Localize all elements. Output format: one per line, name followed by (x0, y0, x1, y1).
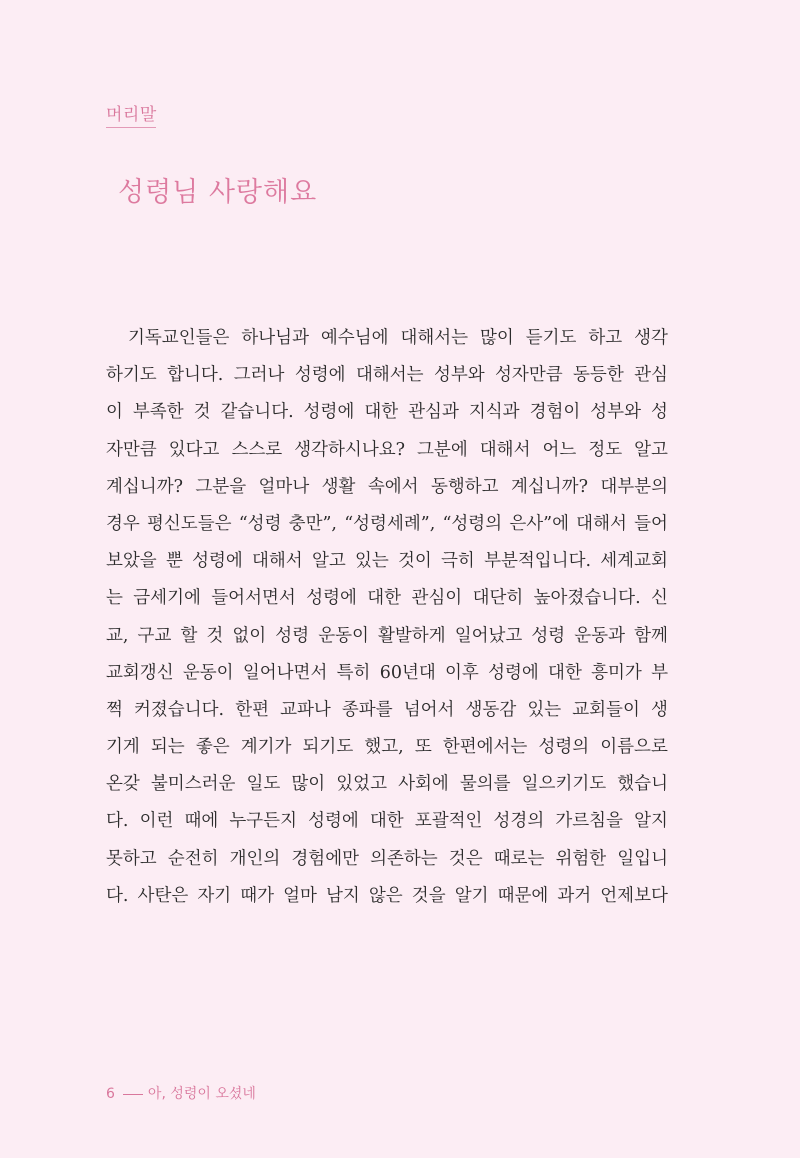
word: 성 (650, 402, 668, 423)
word: 사회에 (398, 774, 449, 795)
text-line (106, 580, 668, 617)
text-line (106, 543, 668, 580)
word: 남지 (326, 885, 366, 906)
word: 성령에 (303, 402, 355, 423)
word: 되기도 (302, 737, 354, 758)
word: 다. (106, 885, 135, 906)
word: 알지 (634, 811, 668, 832)
word: 보았을 (106, 551, 157, 572)
text-line (106, 655, 668, 692)
word: 60년대 (379, 662, 436, 683)
word: 생 (650, 699, 668, 720)
word: 부족한 (132, 402, 184, 423)
word: 있었고 (336, 774, 387, 795)
word: 언제보다 (600, 885, 668, 906)
word: 성령에 (488, 662, 539, 683)
word: 있는 (354, 551, 389, 572)
word: 동행하고 (430, 476, 499, 497)
word: 때가 (240, 885, 280, 906)
word: 뿐 (165, 551, 183, 572)
word: 높아졌습니다. (533, 588, 641, 609)
word: 동등한 (573, 365, 624, 386)
word: 의존하는 (370, 848, 438, 869)
word: 순전히 (167, 848, 219, 869)
word: “성령 (238, 513, 282, 534)
word: 평신도들은 (147, 513, 232, 534)
word: 커졌습니다. (134, 699, 225, 720)
word: 성령에 (192, 551, 243, 572)
word: 대해서 (252, 551, 303, 572)
word: 때로는 (493, 848, 545, 869)
word: 하고 (588, 328, 623, 348)
word: 교회들이 (572, 699, 640, 720)
word: 못하고 (106, 848, 157, 869)
word: 한편 (235, 699, 269, 720)
running-title: 아, 성령이 오셨네 (147, 1086, 256, 1102)
word: 성부와 (433, 365, 485, 386)
page-title: 성령님 사랑해요 (118, 177, 318, 208)
word: 것은 (448, 848, 483, 869)
word: 대한 (367, 588, 402, 609)
word: 세계교회 (600, 551, 668, 572)
text-line (106, 394, 668, 431)
text-line (106, 729, 668, 766)
word: 대부분의 (600, 476, 668, 497)
word: “성령의 (442, 513, 503, 534)
text-line (106, 766, 668, 803)
word: 구교 (137, 625, 172, 646)
word: 일어났고 (454, 625, 523, 646)
word: 다. (106, 811, 129, 832)
word: 얼마 (283, 885, 323, 906)
word: 교, (106, 625, 129, 646)
word: 자만큼 (106, 439, 157, 460)
word: 속에서 (367, 476, 419, 497)
section-label: 머리말 (106, 105, 157, 125)
word: 그분에 (417, 439, 468, 460)
word: 없이 (232, 625, 267, 646)
word: 일어나면서 (242, 662, 328, 683)
word: 계기가 (240, 737, 292, 758)
word: 흥미가 (591, 662, 642, 683)
word: 금세기에 (133, 588, 201, 609)
word: 충만”, (288, 513, 337, 534)
word: 대해서 (576, 513, 627, 534)
word: 관심이 (411, 588, 463, 609)
word: 예수님에 (320, 328, 389, 348)
word: 교파나 (280, 699, 331, 720)
word: 또 (414, 737, 432, 758)
word: 종파를 (341, 699, 393, 720)
word: 그분을 (195, 476, 247, 497)
word: 많이 (291, 774, 326, 795)
word: 이후 (445, 662, 479, 683)
word: 것 (193, 402, 211, 423)
word: 관심과 (408, 402, 459, 423)
word: 넘어서 (403, 699, 455, 720)
word: 대해서는 (355, 365, 424, 386)
word: 성령에 (306, 588, 357, 609)
footer-separator (123, 1094, 143, 1095)
word: 대해서는 (400, 328, 469, 348)
word: 는 (106, 588, 123, 609)
word: 좋은 (195, 737, 230, 758)
word: 신 (651, 588, 668, 609)
word: 생동감 (465, 699, 517, 720)
word: 않은 (368, 885, 409, 906)
word: 때에 (184, 811, 219, 832)
section-divider (106, 127, 156, 128)
word: 경험이 (529, 402, 581, 423)
word: 일도 (246, 774, 281, 795)
word: 누구든지 (229, 811, 297, 832)
word: 자기 (197, 885, 237, 906)
word: 운동이 (182, 662, 234, 683)
word: 이 (106, 402, 123, 423)
word: 운동과 (574, 625, 625, 646)
word: 합니다. (167, 365, 224, 386)
word: 생활 (321, 476, 356, 497)
word: 성령에 (308, 811, 359, 832)
word: 성경의 (493, 811, 545, 832)
word: 되는 (150, 737, 185, 758)
word: 얼마나 (258, 476, 310, 497)
word: 알고 (634, 439, 668, 460)
word: 온갖 (106, 774, 140, 795)
word: 알기 (454, 885, 495, 906)
word: 기게 (106, 737, 140, 758)
word: 한편에서는 (442, 737, 528, 758)
word: 위험한 (555, 848, 607, 869)
word: 하나님과 (241, 328, 309, 348)
word: 교회갱신 (106, 662, 174, 683)
word: 할 (180, 625, 198, 646)
word: 것을 (411, 885, 452, 906)
word: 운동이 (318, 625, 369, 646)
word: 성부와 (590, 402, 641, 423)
word: 생각 (634, 328, 668, 348)
word: 생각하시나요? (294, 439, 406, 460)
text-line (106, 469, 668, 506)
word: 것 (206, 625, 224, 646)
word: 부분적입니다. (484, 551, 592, 572)
word: 많이 (480, 328, 514, 348)
word: “성령세례”, (344, 513, 436, 534)
word: 계십니까? (510, 476, 588, 497)
word: 때문에 (497, 885, 554, 906)
word: 포괄적인 (414, 811, 483, 832)
word: 알고 (311, 551, 346, 572)
word: 듣기도 (525, 328, 577, 348)
word: 극히 (441, 551, 475, 572)
word: 함께 (634, 625, 668, 646)
text-line (106, 878, 668, 915)
word: 가르침을 (555, 811, 623, 832)
word: 경험에만 (291, 848, 360, 869)
page-footer (106, 1083, 256, 1103)
word: 이름으로 (600, 737, 668, 758)
word: 대단히 (472, 588, 524, 609)
text-line (106, 692, 668, 729)
word: 지식과 (468, 402, 520, 423)
text-line (106, 506, 668, 543)
word: 정도 (588, 439, 623, 460)
text-line (106, 320, 668, 357)
word: 있는 (527, 699, 562, 720)
word: 물의를 (459, 774, 511, 795)
body-text (106, 320, 668, 915)
word: 계십니까? (106, 476, 184, 497)
text-line (106, 841, 668, 878)
page-number: 6 (106, 1086, 115, 1102)
word: 스스로 (231, 439, 283, 460)
word: 어느 (542, 439, 577, 460)
word: 성령에 (294, 365, 346, 386)
word: 개인의 (229, 848, 281, 869)
word: 성자만큼 (495, 365, 563, 386)
word: 성령의 (538, 737, 590, 758)
word: 들어 (634, 513, 668, 534)
word: 대한 (369, 811, 404, 832)
word: 기독교인들은 (128, 328, 230, 348)
word: 이런 (139, 811, 174, 832)
text-line (106, 618, 668, 655)
word: 있다고 (168, 439, 220, 460)
word: 특히 (336, 662, 371, 683)
text-line (106, 803, 668, 840)
word: 대한 (364, 402, 399, 423)
word: 불미스러운 (150, 774, 236, 795)
word: 쩍 (106, 699, 123, 720)
word: 대한 (548, 662, 582, 683)
word: 일입니 (617, 848, 668, 869)
word: 관심 (634, 365, 668, 386)
word: 활발하게 (377, 625, 446, 646)
word: 경우 (106, 513, 140, 534)
word: 대해서 (479, 439, 531, 460)
word: 그러나 (233, 365, 285, 386)
word: 성령 (531, 625, 566, 646)
word: 성령 (275, 625, 310, 646)
word: 같습니다. (220, 402, 294, 423)
word: 하기도 (106, 365, 157, 386)
word: 했습니 (617, 774, 668, 795)
text-line (106, 432, 668, 469)
word: 은사”에 (509, 513, 569, 534)
word: 들어서면서 (211, 588, 296, 609)
word: 과거 (557, 885, 597, 906)
word: 부 (651, 662, 668, 683)
word: 했고, (364, 737, 404, 758)
word: 일으키기도 (521, 774, 607, 795)
word: 사탄은 (137, 885, 194, 906)
word: 것이 (398, 551, 432, 572)
text-line (106, 357, 668, 394)
